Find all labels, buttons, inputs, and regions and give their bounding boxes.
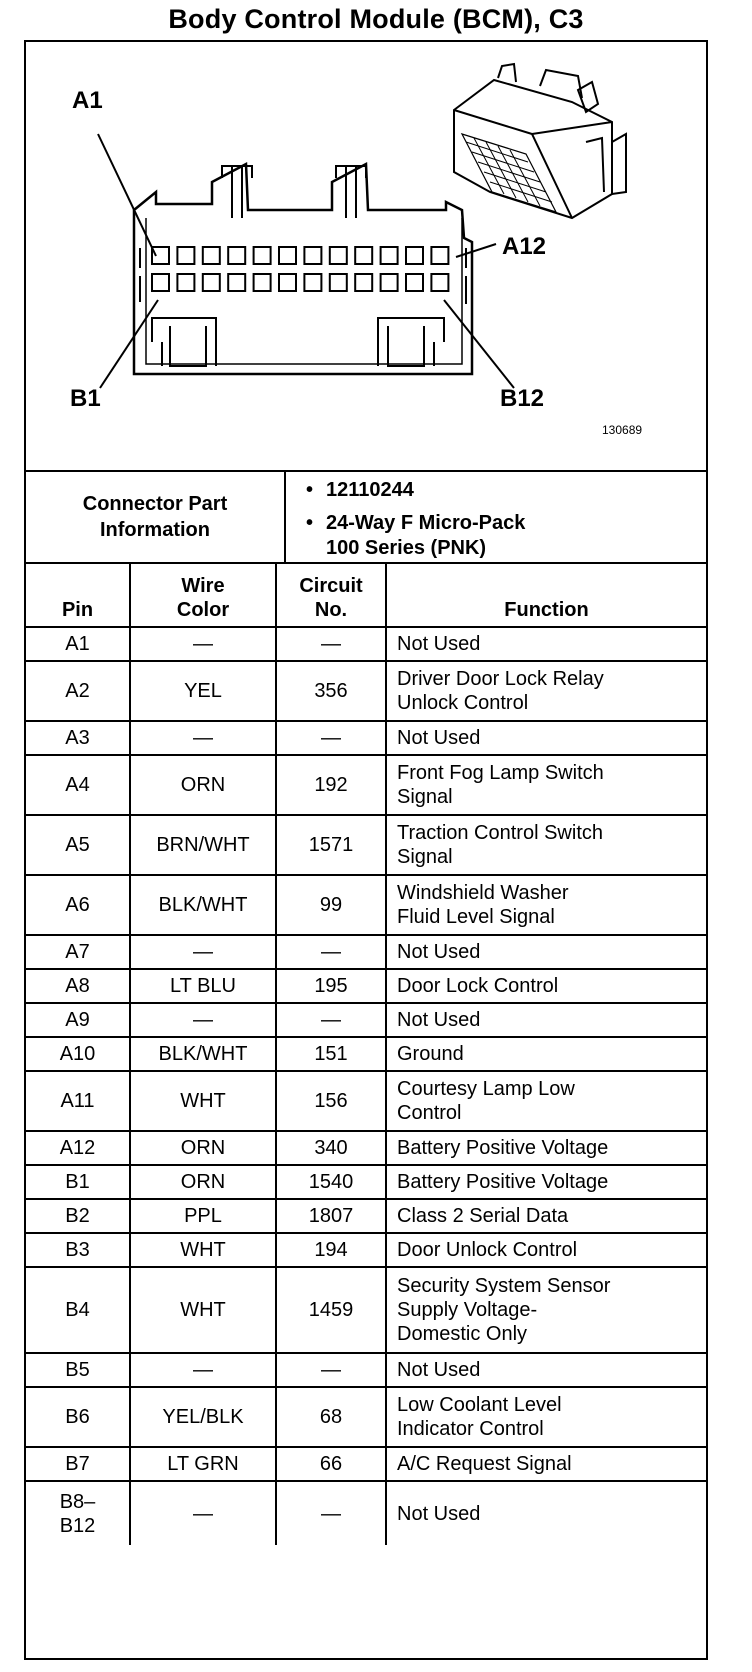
wire-color-cell <box>130 1233 276 1267</box>
pinout-rows <box>26 627 706 1545</box>
function-cell <box>386 935 706 969</box>
function-cell-text: Not Used <box>397 1009 481 1031</box>
pin-cell <box>26 1071 130 1131</box>
label-b12: B12 <box>500 385 545 412</box>
circuit-no-cell-text: 356 <box>314 680 348 702</box>
wire-color-cell <box>130 755 276 815</box>
circuit-no-cell-text: 192 <box>314 774 348 796</box>
circuit-no-cell <box>276 1233 386 1267</box>
function-cell <box>386 1199 706 1233</box>
function-cell-text: Not Used <box>397 941 481 963</box>
pin-cell-text: A12 <box>59 1137 96 1159</box>
function-cell <box>386 661 706 721</box>
pin-cavity-b12 <box>431 274 448 291</box>
wire-color-cell-text: WHT <box>180 1299 226 1321</box>
pin-cavity-b7 <box>304 274 321 291</box>
pin-cell-text: A4 <box>65 774 90 796</box>
circuit-no-cell-text: — <box>321 1009 341 1031</box>
pin-cavity-a6 <box>279 247 296 264</box>
circuit-no-cell <box>276 1199 386 1233</box>
pin-cell <box>26 935 130 969</box>
table-row <box>26 1131 706 1165</box>
table-row <box>26 661 706 721</box>
bullet-icon: • <box>306 512 314 534</box>
wire-color-cell <box>130 1003 276 1037</box>
function-cell-text: Not Used <box>397 1502 481 1525</box>
wire-color-cell-text: YEL <box>184 680 222 702</box>
part-number: 12110244 <box>326 479 414 501</box>
pin-cell <box>26 1233 130 1267</box>
pin-cell <box>26 1481 130 1545</box>
pin-cavity-a5 <box>254 247 271 264</box>
circuit-no-cell-text: 340 <box>314 1137 348 1159</box>
table-row <box>26 721 706 755</box>
table-row <box>26 875 706 935</box>
table-row <box>26 1037 706 1071</box>
pin-cell-text: B7 <box>65 1453 90 1475</box>
pin-cavity-b6 <box>279 274 296 291</box>
function-cell-text: Door Lock Control <box>397 975 559 997</box>
function-cell <box>386 1481 706 1545</box>
circuit-no-cell <box>276 1071 386 1131</box>
table-row <box>26 627 706 661</box>
wire-color-cell-text: BLK/WHT <box>158 1043 248 1065</box>
circuit-no-cell-text: 195 <box>314 975 348 997</box>
wire-color-cell-text: — <box>193 941 213 963</box>
circuit-no-cell <box>276 627 386 661</box>
function-cell-text: Security System Sensor Supply Voltage- Domestic Only <box>397 1275 611 1345</box>
function-cell-text: Windshield Washer Fluid Level Signal <box>397 882 569 928</box>
pin-cell-text: B3 <box>65 1239 90 1261</box>
circuit-no-cell <box>276 1447 386 1481</box>
wire-color-cell <box>130 1071 276 1131</box>
pin-cell-text: B4 <box>65 1299 90 1321</box>
circuit-no-cell <box>276 969 386 1003</box>
pin-cell <box>26 661 130 721</box>
function-cell-text: A/C Request Signal <box>397 1453 572 1475</box>
function-cell-text: Not Used <box>397 633 481 655</box>
table-row <box>26 935 706 969</box>
header-circuit-no: Circuit No. <box>276 563 386 627</box>
pin-cell <box>26 1199 130 1233</box>
wire-color-cell <box>130 1131 276 1165</box>
table-row <box>26 1481 706 1545</box>
wire-color-cell <box>130 1165 276 1199</box>
label-b1: B1 <box>70 385 101 412</box>
function-cell-text: Not Used <box>397 1359 481 1381</box>
table-row <box>26 1199 706 1233</box>
circuit-no-cell <box>276 1037 386 1071</box>
circuit-no-cell <box>276 1267 386 1353</box>
pin-cell <box>26 1447 130 1481</box>
wire-color-cell-text: BRN/WHT <box>156 834 250 856</box>
table-row <box>26 1353 706 1387</box>
circuit-no-cell <box>276 721 386 755</box>
function-cell-text: Battery Positive Voltage <box>397 1137 609 1159</box>
connector-housing <box>134 164 472 374</box>
wire-color-cell-text: ORN <box>180 774 226 796</box>
pin-cell-text: A5 <box>65 834 90 856</box>
function-cell <box>386 1267 706 1353</box>
table-row <box>26 1233 706 1267</box>
function-cell <box>386 1387 706 1447</box>
function-cell <box>386 721 706 755</box>
table-row <box>26 1003 706 1037</box>
pin-cell-text: A3 <box>65 727 90 749</box>
pin-cell <box>26 1037 130 1071</box>
connector-info-list <box>286 472 706 562</box>
function-cell <box>386 1447 706 1481</box>
pin-cavity-b1 <box>152 274 169 291</box>
function-cell <box>386 1165 706 1199</box>
pin-cavity-a8 <box>330 247 347 264</box>
circuit-no-cell-text: 1807 <box>308 1205 354 1227</box>
wire-color-cell <box>130 661 276 721</box>
pin-cell <box>26 1267 130 1353</box>
pinout-table <box>26 562 706 1545</box>
wire-color-cell <box>130 721 276 755</box>
pin-cell-text: A2 <box>65 680 90 702</box>
table-row <box>26 1267 706 1353</box>
table-header-row <box>26 563 706 627</box>
function-cell-text: Not Used <box>397 727 481 749</box>
pin-cell-text: B1 <box>65 1171 90 1193</box>
wire-color-cell-text: — <box>193 633 213 655</box>
wire-color-cell <box>130 1199 276 1233</box>
wire-color-cell-text: — <box>193 1009 213 1031</box>
circuit-no-cell-text: 99 <box>319 894 343 916</box>
figure-code: 130689 <box>602 423 643 437</box>
header-wire-color: Wire Color <box>130 563 276 627</box>
pin-cell-text: A11 <box>60 1090 95 1112</box>
pin-cell <box>26 815 130 875</box>
circuit-no-cell-text: 194 <box>314 1239 348 1261</box>
pin-cavity-a9 <box>355 247 372 264</box>
pin-cavity-a7 <box>304 247 321 264</box>
function-cell <box>386 1071 706 1131</box>
pin-cavity-b9 <box>355 274 372 291</box>
pin-cavity-a3 <box>203 247 220 264</box>
pin-cell-text: B6 <box>65 1406 90 1428</box>
circuit-no-cell <box>276 661 386 721</box>
pin-cell <box>26 1165 130 1199</box>
circuit-no-cell <box>276 755 386 815</box>
wire-color-cell-text: — <box>193 1502 213 1525</box>
pin-cell <box>26 969 130 1003</box>
wire-color-cell-text: BLK/WHT <box>158 894 248 916</box>
wire-color-cell <box>130 1037 276 1071</box>
function-cell-text: Front Fog Lamp Switch Signal <box>397 762 604 808</box>
function-cell <box>386 1037 706 1071</box>
part-number-item <box>306 478 706 503</box>
pin-cell <box>26 1387 130 1447</box>
table-row <box>26 815 706 875</box>
function-cell-text: Battery Positive Voltage <box>397 1171 609 1193</box>
header-pin: Pin <box>26 563 130 627</box>
wire-color-cell-text: WHT <box>180 1239 226 1261</box>
function-cell-text: Traction Control Switch Signal <box>397 822 603 868</box>
pin-cell <box>26 1003 130 1037</box>
pin-cavity-b8 <box>330 274 347 291</box>
circuit-no-cell <box>276 1131 386 1165</box>
table-row <box>26 1165 706 1199</box>
pin-cell <box>26 721 130 755</box>
table-row <box>26 1071 706 1131</box>
pin-cavity-a2 <box>177 247 194 264</box>
header-function: Function <box>386 563 706 627</box>
circuit-no-cell-text: 151 <box>314 1043 348 1065</box>
function-cell-text: Low Coolant Level Indicator Control <box>397 1394 562 1440</box>
pin-cavity-b3 <box>203 274 220 291</box>
function-cell <box>386 1353 706 1387</box>
circuit-no-cell <box>276 1481 386 1545</box>
pin-cell <box>26 1353 130 1387</box>
function-cell <box>386 627 706 661</box>
wire-color-cell-text: ORN <box>180 1137 226 1159</box>
pin-cell-text: A8 <box>65 975 90 997</box>
pin-cavity-a11 <box>406 247 423 264</box>
pin-cavity-b11 <box>406 274 423 291</box>
function-cell <box>386 1233 706 1267</box>
table-row <box>26 1447 706 1481</box>
circuit-no-cell-text: 156 <box>314 1090 348 1112</box>
circuit-no-cell-text: — <box>321 1359 341 1381</box>
connector-diagram <box>26 42 706 470</box>
table-row <box>26 969 706 1003</box>
function-cell-text: Class 2 Serial Data <box>397 1205 569 1227</box>
table-row <box>26 755 706 815</box>
pin-cavity-b5 <box>254 274 271 291</box>
circuit-no-cell <box>276 1003 386 1037</box>
circuit-no-cell <box>276 1165 386 1199</box>
pin-cell-text: A9 <box>65 1009 90 1031</box>
circuit-no-cell-text: 1540 <box>308 1171 354 1193</box>
pin-cell <box>26 1131 130 1165</box>
connector-type-item <box>306 511 706 561</box>
wire-color-cell-text: — <box>193 727 213 749</box>
wire-color-cell <box>130 1387 276 1447</box>
function-cell-text: Driver Door Lock Relay Unlock Control <box>397 668 604 714</box>
pin-cavity-a12 <box>431 247 448 264</box>
wire-color-cell <box>130 1353 276 1387</box>
function-cell <box>386 815 706 875</box>
wire-color-cell <box>130 875 276 935</box>
wire-color-cell <box>130 1481 276 1545</box>
circuit-no-cell <box>276 1387 386 1447</box>
circuit-no-cell-text: — <box>321 941 341 963</box>
connector-sheet <box>24 40 708 1660</box>
pin-cell-text: B5 <box>65 1359 90 1381</box>
wire-color-cell <box>130 935 276 969</box>
wire-color-cell <box>130 627 276 661</box>
circuit-no-cell <box>276 1353 386 1387</box>
pin-cell-text: A6 <box>65 894 90 916</box>
pin-cavity-a1 <box>152 247 169 264</box>
wire-color-cell-text: LT BLU <box>170 975 236 997</box>
function-cell <box>386 969 706 1003</box>
wire-color-cell <box>130 1267 276 1353</box>
wire-color-cell-text: PPL <box>184 1205 222 1227</box>
wire-color-cell-text: WHT <box>180 1090 226 1112</box>
pin-cell-text: B2 <box>65 1205 90 1227</box>
wire-color-cell-text: ORN <box>180 1171 226 1193</box>
pin-cavity-a10 <box>381 247 398 264</box>
wire-color-cell-text: LT GRN <box>167 1453 239 1475</box>
wire-color-cell <box>130 969 276 1003</box>
wire-color-cell-text: YEL/BLK <box>162 1406 244 1428</box>
connector-drawing <box>26 42 706 470</box>
connector-type: 24-Way F Micro-Pack 100 Series (PNK) <box>326 512 526 559</box>
label-a1: A1 <box>72 87 103 114</box>
circuit-no-cell-text: — <box>321 633 341 655</box>
pin-cell-text: A1 <box>65 633 90 655</box>
circuit-no-cell-text: 66 <box>319 1453 343 1475</box>
pin-cavity-b2 <box>177 274 194 291</box>
pin-cavity-b10 <box>381 274 398 291</box>
pin-cavity-a4 <box>228 247 245 264</box>
circuit-no-cell <box>276 935 386 969</box>
pin-cavity-b4 <box>228 274 245 291</box>
function-cell <box>386 1003 706 1037</box>
circuit-no-cell-text: 68 <box>319 1406 343 1428</box>
function-cell-text: Ground <box>397 1043 464 1065</box>
pin-cell-text: A10 <box>59 1043 96 1065</box>
function-cell-text: Door Unlock Control <box>397 1239 578 1261</box>
table-row <box>26 1387 706 1447</box>
wire-color-cell <box>130 815 276 875</box>
circuit-no-cell-text: — <box>321 1502 341 1525</box>
bullet-icon: • <box>306 479 314 501</box>
function-cell <box>386 875 706 935</box>
pin-cell <box>26 875 130 935</box>
function-cell <box>386 755 706 815</box>
pin-cell-text: B8– B12 <box>59 1490 96 1537</box>
circuit-no-cell-text: 1571 <box>308 834 354 856</box>
circuit-no-cell <box>276 875 386 935</box>
function-cell <box>386 1131 706 1165</box>
connector-part-info <box>26 470 706 562</box>
label-a12: A12 <box>502 233 547 260</box>
wire-color-cell <box>130 1447 276 1481</box>
circuit-no-cell-text: — <box>321 727 341 749</box>
pin-cell <box>26 755 130 815</box>
pin-cavities <box>152 247 448 291</box>
wire-color-cell-text: — <box>193 1359 213 1381</box>
connector-3d-view <box>454 64 626 218</box>
connector-info-label: Connector Part Information <box>26 472 286 562</box>
circuit-no-cell <box>276 815 386 875</box>
page-title: Body Control Module (BCM), C3 <box>168 4 584 34</box>
pin-cell <box>26 627 130 661</box>
circuit-no-cell-text: 1459 <box>308 1299 354 1321</box>
function-cell-text: Courtesy Lamp Low Control <box>397 1078 575 1124</box>
pin-cell-text: A7 <box>65 941 90 963</box>
